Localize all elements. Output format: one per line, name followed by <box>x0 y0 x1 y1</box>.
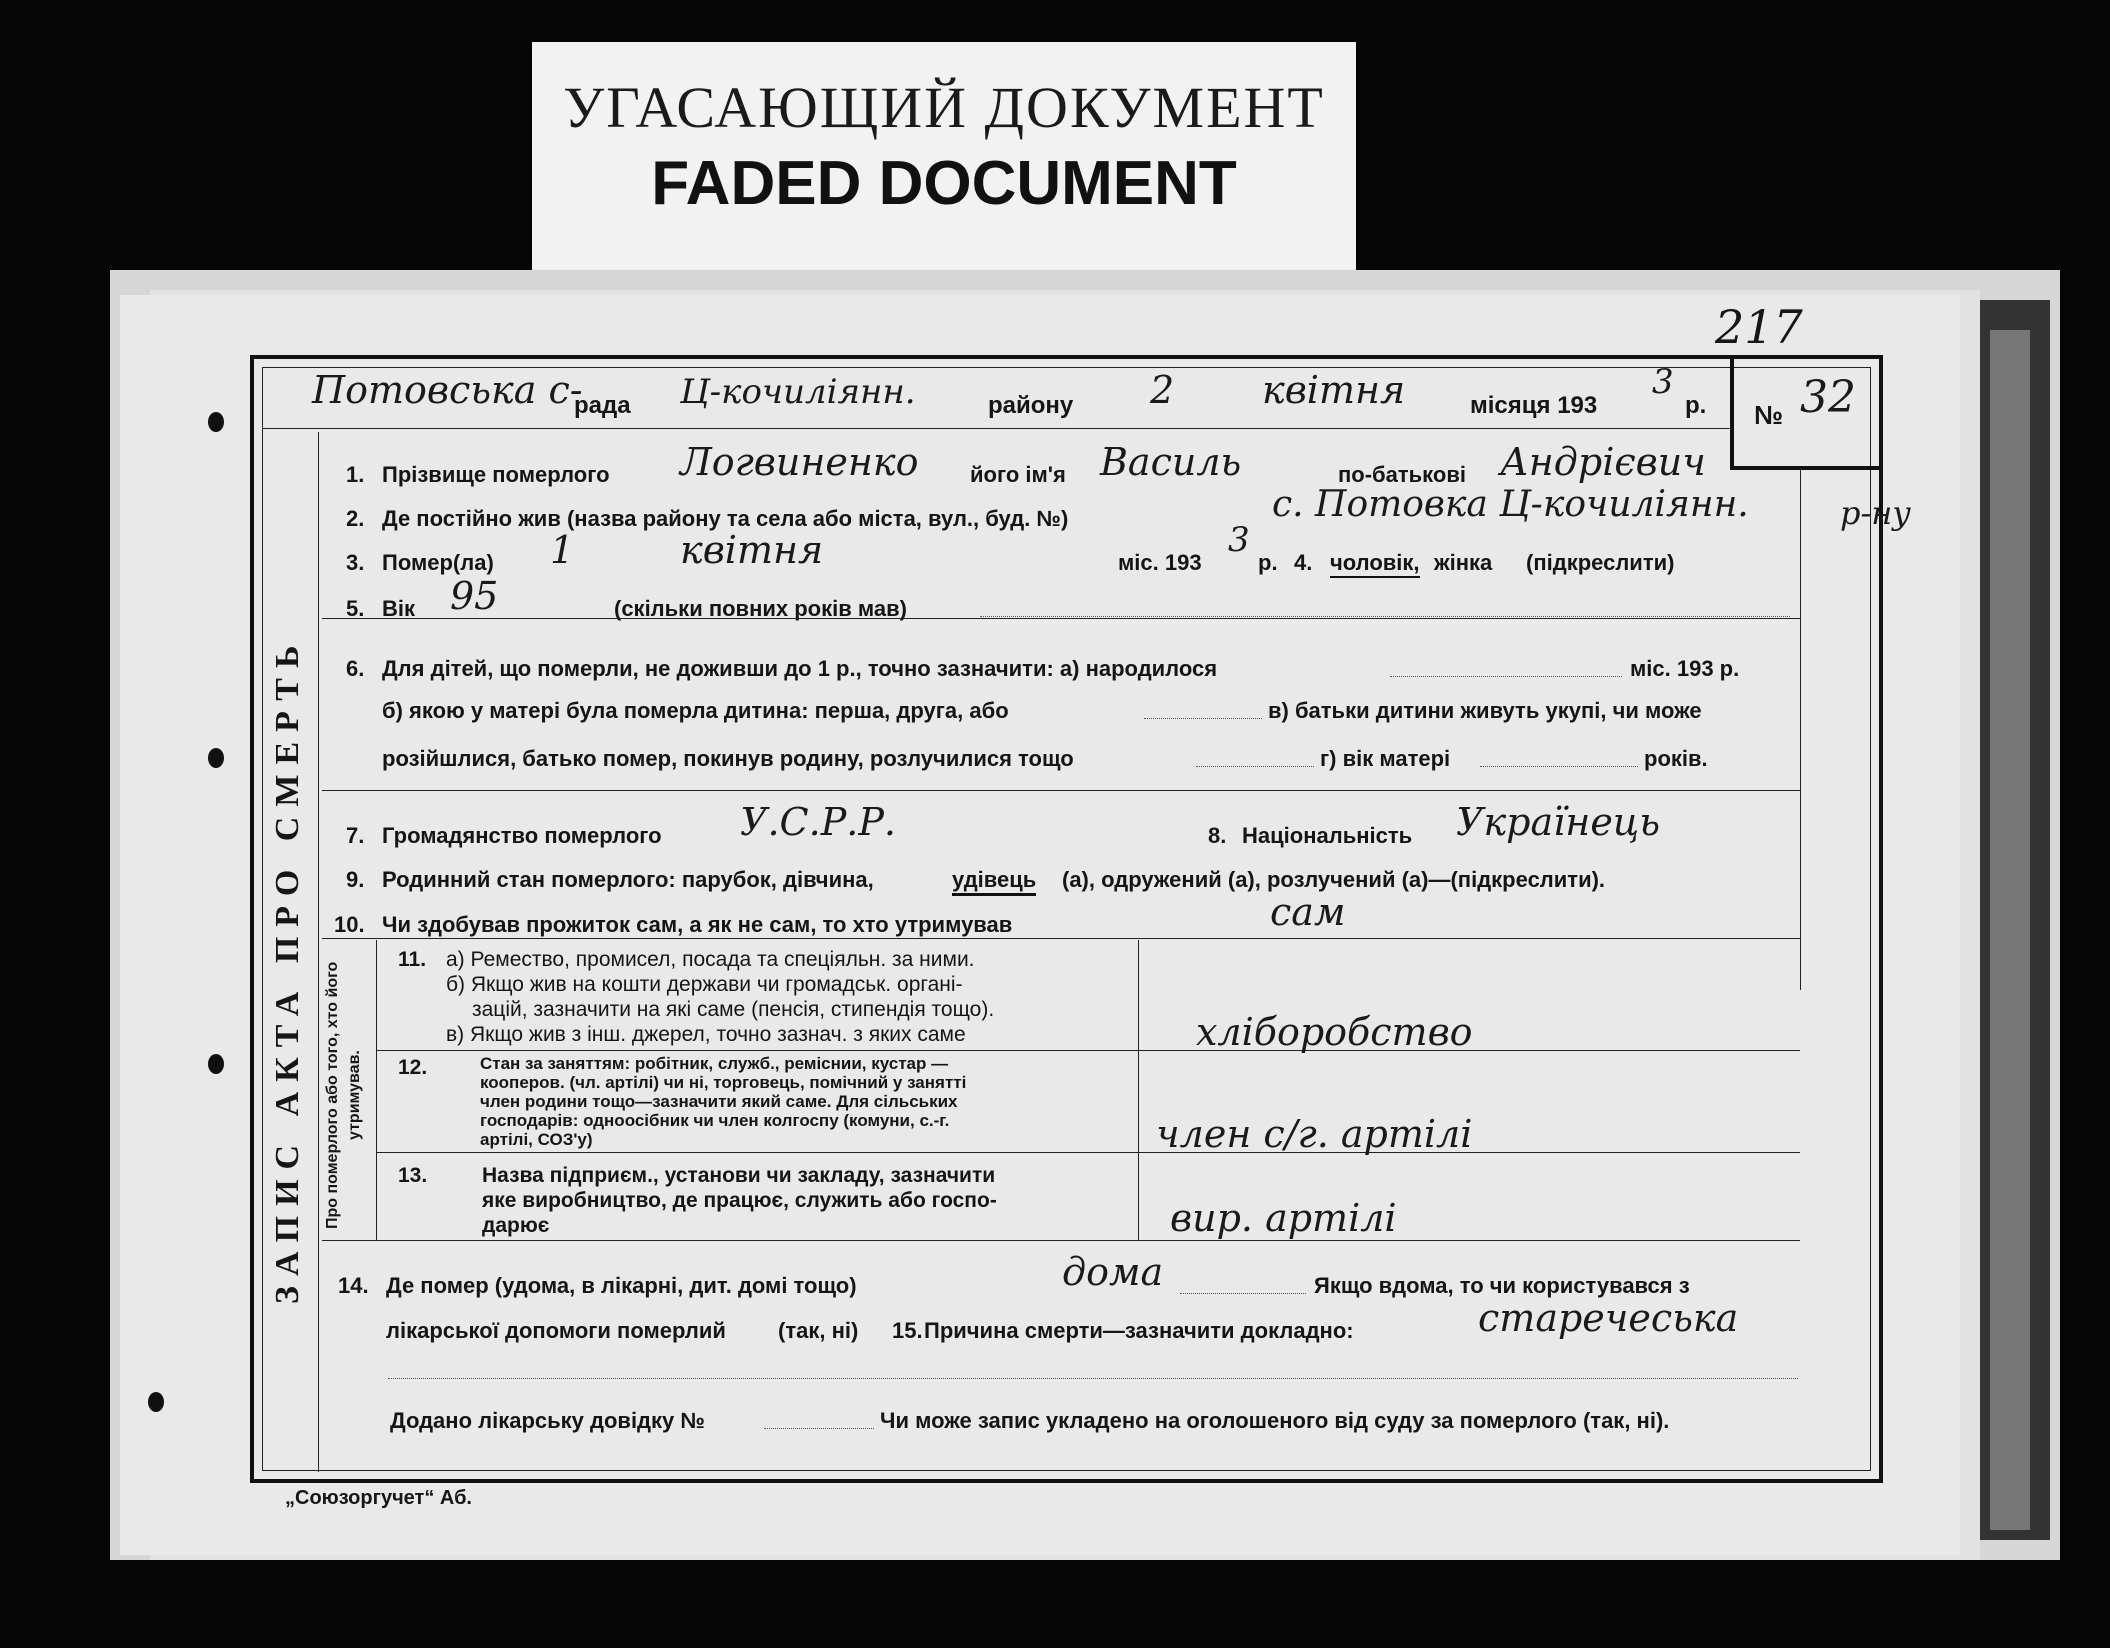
blank-line <box>388 1378 1798 1379</box>
blank-line <box>1196 766 1314 767</box>
field-14-label-2: Якщо вдома, то чи користувався з <box>1314 1273 1690 1298</box>
field-10-number: 10. <box>334 912 365 937</box>
field-11-a: а) Ремество, промисел, посада та спеціяльн. за ними. <box>446 948 975 971</box>
field-7-label: Громадянство померлого <box>382 823 662 848</box>
header-divider <box>262 428 1730 429</box>
field-13-number: 13. <box>398 1164 428 1187</box>
side-column-label: Про померлого або того, хто його утримував. <box>324 961 363 1229</box>
field-5-number: 5. <box>346 596 365 621</box>
occupation-value-divider <box>1138 940 1139 1240</box>
surname-handwritten: Логвиненко <box>680 440 919 484</box>
field-15-line-a: лікарської допомоги померлий <box>386 1318 726 1343</box>
blank-line <box>764 1428 874 1429</box>
label-russian: УГАСАЮЩИЙ ДОКУМЕНТ <box>563 75 1325 140</box>
field-1-label: Прізвище померлого <box>382 462 610 487</box>
field-6-number: 6. <box>346 656 365 681</box>
status-handwritten: член с/г. артілі <box>1156 1112 1473 1156</box>
blank-line <box>980 616 1790 617</box>
field-11-number: 11. <box>398 948 427 971</box>
field-11-c: в) Якщо жив з інш. джерел, точно зазнач. з яких саме <box>446 1023 966 1046</box>
residence-handwritten: с. Потовка Ц-кочиліянн. <box>1272 484 1749 525</box>
gender-hint: (підкреслити) <box>1526 550 1675 575</box>
gender-male: чоловік, <box>1330 550 1420 578</box>
record-number-label: № <box>1754 400 1783 430</box>
row-divider <box>376 1152 1800 1153</box>
field-12-l1: Стан за заняттям: робітник, служб., реміснии, кустар — <box>480 1054 949 1073</box>
field-12-l2: кооперов. (чл. артілі) чи ні, торговець, помічний у занятті <box>480 1073 967 1092</box>
field-6-line-3b: г) вік матері <box>1320 746 1451 771</box>
record-number-handwritten: 32 <box>1800 372 1856 423</box>
district-label: району <box>988 392 1074 419</box>
field-2-number: 2. <box>346 506 365 531</box>
name-handwritten: Василь <box>1100 440 1242 484</box>
field-12-l4: господарів: одноосібник чи член колгоспу (комуни, с.-г. <box>480 1111 950 1130</box>
field-12-number: 12. <box>398 1056 428 1079</box>
citizenship-handwritten: У.С.Р.Р. <box>740 800 896 844</box>
field-6-line-1: Для дітей, що померли, не доживши до 1 р., точно зазначити: а) народилося <box>382 656 1218 681</box>
month-handwritten: квітня <box>1262 368 1406 412</box>
row-divider <box>322 790 1800 791</box>
year-suffix: р. <box>1685 392 1707 419</box>
field-11-b1: б) Якщо жив на кошти держави чи громадськ. органі- <box>446 973 963 996</box>
row-divider <box>376 1050 1800 1051</box>
label-english: FADED DOCUMENT <box>651 149 1237 218</box>
district-handwritten: Ц-кочиліянн. <box>680 372 916 412</box>
printer-imprint: „Союзоргучет“ Аб. <box>285 1487 472 1509</box>
field-1-number: 1. <box>346 462 365 487</box>
field-7-number: 7. <box>346 823 365 848</box>
field-9-number: 9. <box>346 867 365 892</box>
field-8-label: Національність <box>1242 823 1413 848</box>
field-13-l2: яке виробництво, де працює, служить або госпо- <box>482 1189 997 1212</box>
workplace-handwritten: вир. артілі <box>1170 1196 1397 1240</box>
punch-hole <box>148 1392 164 1412</box>
field-14-label: Де помер (удома, в лікарні, дит. домі тощо) <box>386 1273 857 1298</box>
field-13-l1: Назва підприєм., установи чи закладу, зазначити <box>482 1164 996 1187</box>
field-2-label: Де постійно жив (назва району та села або міста, вул., буд. №) <box>382 506 1069 531</box>
blank-line <box>1390 676 1622 677</box>
side-title: ЗАПИС АКТА ПРО СМЕРТЬ <box>269 635 306 1305</box>
field-15-number: 15. <box>892 1318 923 1343</box>
death-month-handwritten: квітня <box>680 528 824 572</box>
rada-handwritten: Потовська с- <box>312 368 583 412</box>
field-10-label: Чи здобував прожиток сам, а як не сам, то хто утримував <box>382 912 1013 937</box>
field-4-number: 4. <box>1294 550 1313 575</box>
row-divider <box>322 938 1800 939</box>
row-divider <box>322 618 1800 619</box>
occupation-handwritten: хліборобство <box>1196 1010 1473 1054</box>
blank-line <box>1480 766 1638 767</box>
patronymic-handwritten: Андрієвич <box>1500 440 1706 484</box>
age-handwritten: 95 <box>450 574 499 618</box>
right-column-divider <box>1800 470 1801 990</box>
cause-handwritten: старечеська <box>1478 1296 1739 1340</box>
support-handwritten: сам <box>1270 890 1346 934</box>
field-6-line-1-end: міс. 193 р. <box>1630 656 1740 681</box>
sheet-number: 217 <box>1715 300 1803 354</box>
field-5-label: Вік <box>382 596 416 621</box>
field-6-line-3a: розійшлися, батько помер, покинув родину, розлучилися тощо <box>382 746 1074 771</box>
field-14-number: 14. <box>338 1273 369 1298</box>
gender-female: жінка <box>1434 550 1493 575</box>
blank-line <box>1144 718 1262 719</box>
rada-label: рада <box>574 392 631 419</box>
age-hint: (скільки повних років мав) <box>614 596 907 621</box>
punch-hole <box>208 1054 224 1074</box>
paper-stack-edge-light <box>1990 330 2030 1530</box>
death-day-handwritten: 1 <box>550 528 575 572</box>
death-place-handwritten: дома <box>1062 1250 1164 1294</box>
punch-hole <box>208 412 224 432</box>
day-handwritten: 2 <box>1150 368 1175 412</box>
nationality-handwritten: Українець <box>1456 800 1661 844</box>
patronymic-label: по-батькові <box>1338 462 1466 487</box>
residence-handwritten-suffix: р-ну <box>1840 494 1911 532</box>
field-3-number: 3. <box>346 550 365 575</box>
field-9-label-c: (а), одружений (а), розлучений (а)—(підкреслити). <box>1062 867 1606 892</box>
field-6-line-2a: б) якою у матері була померла дитина: перша, друга, або <box>382 698 1009 723</box>
field-3-label: Помер(ла) <box>382 550 494 575</box>
occupation-column-divider <box>376 940 377 1240</box>
field-6-line-3c: років. <box>1644 746 1708 771</box>
field-9-label-a: Родинний стан померлого: парубок, дівчина, <box>382 867 874 892</box>
field-12-l5: артілі, СОЗ'у) <box>480 1130 593 1149</box>
name-label: його ім'я <box>970 462 1066 487</box>
field-15-label: Причина смерти—зазначити докладно: <box>924 1318 1354 1343</box>
field-13-l3: дарює <box>482 1214 550 1237</box>
death-year-label: міс. 193 <box>1118 550 1202 575</box>
field-12-l3: член родини тощо—зазначити який саме. Для сільських <box>480 1092 958 1111</box>
blank-line <box>1180 1293 1306 1294</box>
death-year-handwritten: 3 <box>1228 520 1250 560</box>
certificate-label: Додано лікарську довідку № <box>390 1408 705 1433</box>
field-9-selected: удівець <box>952 867 1036 896</box>
punch-hole <box>208 748 224 768</box>
year-handwritten: 3 <box>1652 362 1674 402</box>
faded-document-label <box>532 42 1356 280</box>
field-15-line-b: (так, ні) <box>778 1318 859 1343</box>
death-year-suffix: р. <box>1258 550 1278 575</box>
month-label: місяця 193 <box>1470 392 1598 419</box>
field-8-number: 8. <box>1208 823 1227 848</box>
court-question: Чи може запис укладено на оголошеного від суду за померлого (так, ні). <box>880 1408 1670 1433</box>
field-11-b2: зацій, зазначити на які саме (пенсія, стипендія тощо). <box>472 998 995 1021</box>
field-6-line-2b: в) батьки дитини живуть укупі, чи може <box>1268 698 1702 723</box>
row-divider <box>322 1240 1800 1241</box>
